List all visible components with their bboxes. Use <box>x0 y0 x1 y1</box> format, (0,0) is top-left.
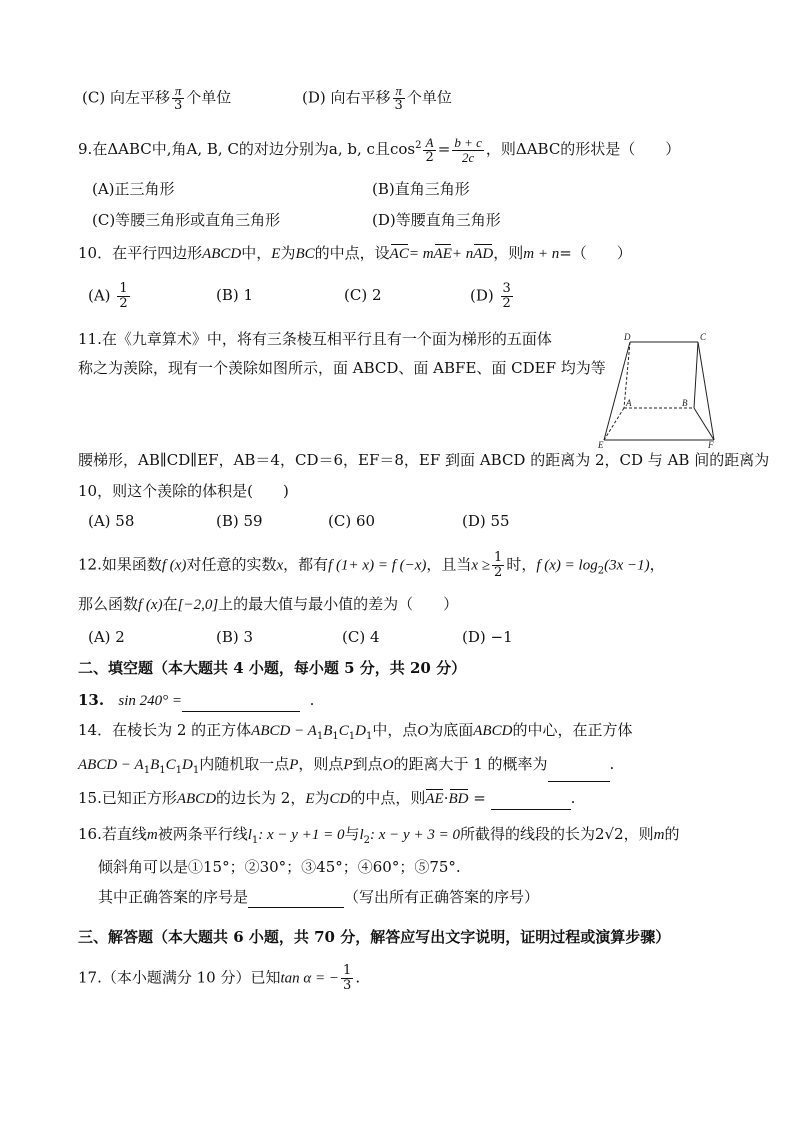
q14-answer-blank[interactable] <box>548 765 610 782</box>
q11-line3: 腰梯形，AB∥CD∥EF，AB＝4，CD＝6，EF＝8，EF 到面 ABCD 的距离为 2，CD 与 AB 间的距离为 <box>78 451 770 469</box>
q9-option-c: (C)等腰三角形或直角三角形 <box>92 211 281 229</box>
figure-label-a: A <box>626 398 632 408</box>
q16-answer-blank[interactable] <box>248 891 344 908</box>
q11-option-b: (B) 59 <box>216 512 263 530</box>
q12-option-a: (A) 2 <box>88 628 125 646</box>
q13: 13. sin 240° = . <box>78 689 314 712</box>
q10-option-a: (A) $\frac{1}{2}$ <box>88 281 128 311</box>
q12-option-c: (C) 4 <box>342 628 380 646</box>
solid-figure-diagram <box>596 330 716 450</box>
section-3-title: 三、解答题（本大题共 6 小题，共 70 分，解答应写出文字说明，证明过程或演算步骤） <box>78 928 671 946</box>
q11-option-d: (D) 55 <box>462 512 510 530</box>
q15-answer-blank[interactable] <box>491 793 571 810</box>
q8-option-c: (C) 向左平移 $\frac{\pi}{3}$ 个单位 <box>82 83 232 113</box>
q11-line1: 11.在《九章算术》中，将有三条棱互相平行且有一个面为梯形的五面体 <box>78 330 552 348</box>
figure-label-f: F <box>708 440 714 450</box>
q15: 15.已知正方形ABCD的边长为 2，E为CD的中点，则AE·BD = . <box>78 787 575 810</box>
q12-option-b: (B) 3 <box>216 628 254 646</box>
figure-label-d: D <box>624 332 631 342</box>
q16-line1: 16.若直线m被两条平行线$l_1$: x − y +1 = 0与$l_2$: x − y + 3 = 0所截得的线段的长为2√2，则m的 <box>78 825 680 846</box>
q8-option-d: (D) 向右平移 $\frac{\pi}{3}$ 个单位 <box>302 83 452 113</box>
q9-option-b: (B)直角三角形 <box>372 180 470 198</box>
q11-line4: 10，则这个羡除的体积是( ) <box>78 482 289 500</box>
q13-answer-blank[interactable] <box>182 695 300 712</box>
figure-label-c: C <box>700 332 707 342</box>
q12-line2: 那么函数f (x)在[−2,0]上的最大值与最小值的差为（ ） <box>78 595 459 613</box>
q11-option-c: (C) 60 <box>328 512 376 530</box>
q14-line1: 14．在棱长为 2 的正方体ABCD − $A_1B_1C_1D_1$中，点O为底面ABCD的中心，在正方体 <box>78 721 633 742</box>
q12-option-d: (D) −1 <box>462 628 513 646</box>
q10-option-d: (D) $\frac{3}{2}$ <box>470 281 511 311</box>
a-over-2-fraction: $\frac{A}{2}$ <box>425 134 434 165</box>
figure-label-b: B <box>682 398 688 408</box>
pi-over-3-fraction: $\frac{\pi}{3}$ <box>394 83 403 113</box>
q17: 17.（本小题满分 10 分）已知tan α = − $\frac{1}{3}$ . <box>78 963 361 993</box>
b-plus-c-over-2c-fraction: $\frac{b + c}{2c}$ <box>454 134 482 165</box>
q10-option-b: (B) 1 <box>216 286 254 304</box>
q11-option-a: (A) 58 <box>88 512 135 530</box>
figure-label-e: E <box>598 440 604 450</box>
pi-over-3-fraction: $\frac{\pi}{3}$ <box>173 83 183 113</box>
q10-option-c: (C) 2 <box>344 286 382 304</box>
q9-stem: 9.在ΔABC中,角A, B, C的对边分别为a, b, c且$\cos^2$ $\frac{A}{2}$ = $\frac{b + c}{2c}$ ，则ΔABC的形状是（ ） <box>78 134 681 165</box>
q11-line2: 称之为羡除，现有一个羡除如图所示，面 ABCD、面 ABFE、面 CDEF 均为等 <box>78 359 606 377</box>
q9-option-a: (A)正三角形 <box>92 180 175 198</box>
q9-option-d: (D)等腰直角三角形 <box>372 211 501 229</box>
q16-line3: 其中正确答案的序号是 （写出所有正确答案的序号） <box>98 888 540 906</box>
section-2-title: 二、填空题（本大题共 4 小题，每小题 5 分，共 20 分） <box>78 659 467 677</box>
q12-line1: 12.如果函数f (x)对任意的实数x，都有f (1+ x) = f (−x)，且当x ≥ $\frac{1}{2}$ 时，f $(x) = \log_2(3x -1)$， <box>78 550 665 580</box>
q10-stem: 10．在平行四边形ABCD中，E为BC的中点，设AC= mAE+ nAD，则m + n=（ ） <box>78 242 632 265</box>
q14-line2: ABCD − $A_1B_1C_1D_1$内随机取一点P，则点P到点O的距离大于 1 的概率为 . <box>78 753 614 782</box>
q16-line2: 倾斜角可以是①15°；②30°；③45°；④60°；⑤75°. <box>98 858 461 876</box>
